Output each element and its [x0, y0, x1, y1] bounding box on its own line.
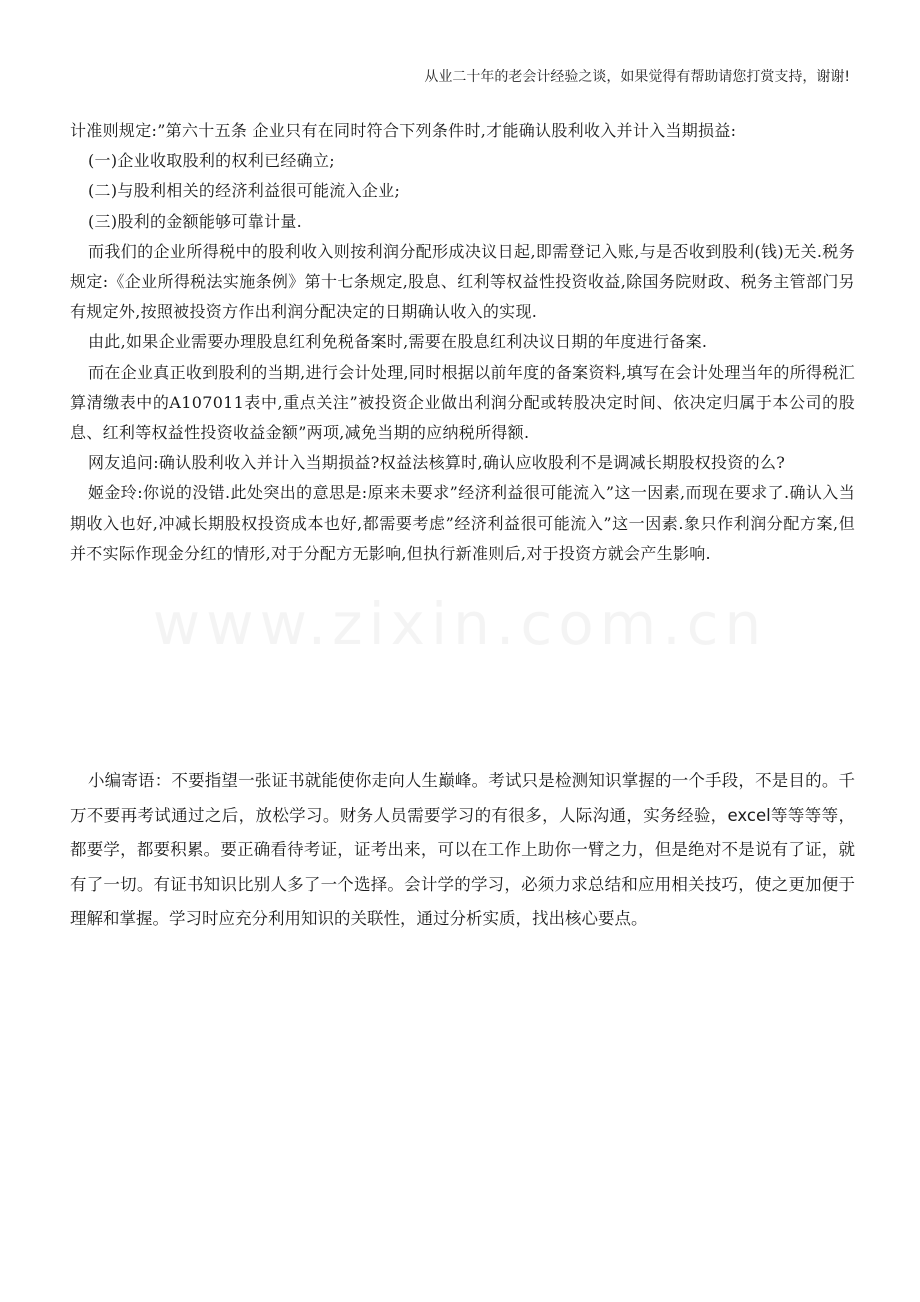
paragraph-tax-rule: 而我们的企业所得税中的股利收入则按利润分配形成决议日起,即需登记入账,与是否收到股利(钱)无关.税务规定:《企业所得税法实施条例》第十七条规定,股息、红利等权益性投资收益,除国务院财政、税务主管部门另有规定外,按照被投资方作出利润分配决定的日期确认收入的实现.: [70, 241, 855, 322]
editor-note: [70, 764, 855, 937]
paragraph-condition-1: (一)企业收取股利的权利已经确立;: [88, 151, 335, 171]
document-body: [70, 116, 855, 569]
editor-note-text: 小编寄语：不要指望一张证书就能使你走向人生巅峰。考试只是检测知识掌握的一个手段，不是目的。千万不要再考试通过之后，放松学习。财务人员需要学习的有很多，人际沟通，实务经验，excel等等等等，都要学，都要积累。要正确看待考证，证考出来，可以在工作上助你一臂之力，但是绝对不是说有了证，就有了一切。有证书知识比别人多了一个选择。会计学的学习，必须力求总结和应用相关技巧，使之更加便于理解和掌握。学习时应充分利用知识的关联性，通过分析实质，找出核心要点。: [70, 771, 855, 928]
page-header: 从业二十年的老会计经验之谈，如果觉得有帮助请您打赏支持，谢谢!: [424, 69, 850, 85]
paragraph-user-question: 网友追问:确认股利收入并计入当期损益?权益法核算时,确认应收股利不是调减长期股权投资的么?: [88, 453, 786, 473]
paragraph-filing: 由此,如果企业需要办理股息红利免税备案时,需要在股息红利决议日期的年度进行备案.: [88, 332, 708, 352]
paragraph-standard-clause: 计准则规定:”第六十五条 企业只有在同时符合下列条件时,才能确认股利收入并计入当期损益:: [70, 121, 737, 140]
paragraph-condition-2: (二)与股利相关的经济利益很可能流入企业;: [88, 181, 401, 201]
watermark: [0, 590, 920, 658]
paragraph-accounting-treatment: 而在企业真正收到股利的当期,进行会计处理,同时根据以前年度的备案资料,填写在会计处理当年的所得税汇算清缴表中的A107011表中,重点关注”被投资企业做出利润分配或转股决定时间、依决定归属于本公司的股息、红利等权益性投资收益金额”两项,减免当期的应纳税所得额.: [70, 362, 855, 443]
paragraph-expert-answer: 姬金玲:你说的没错.此处突出的意思是:原来未要求”经济利益很可能流入”这一因素,而现在要求了.确认入当期收入也好,冲减长期股权投资成本也好,都需要考虑”经济利益很可能流入”这一因素.象只作利润分配方案,但并不实际作现金分红的情形,对于分配方无影响,但执行新准则后,对于投资方就会产生影响.: [70, 483, 855, 563]
paragraph-condition-3: (三)股利的金额能够可靠计量.: [88, 211, 303, 231]
